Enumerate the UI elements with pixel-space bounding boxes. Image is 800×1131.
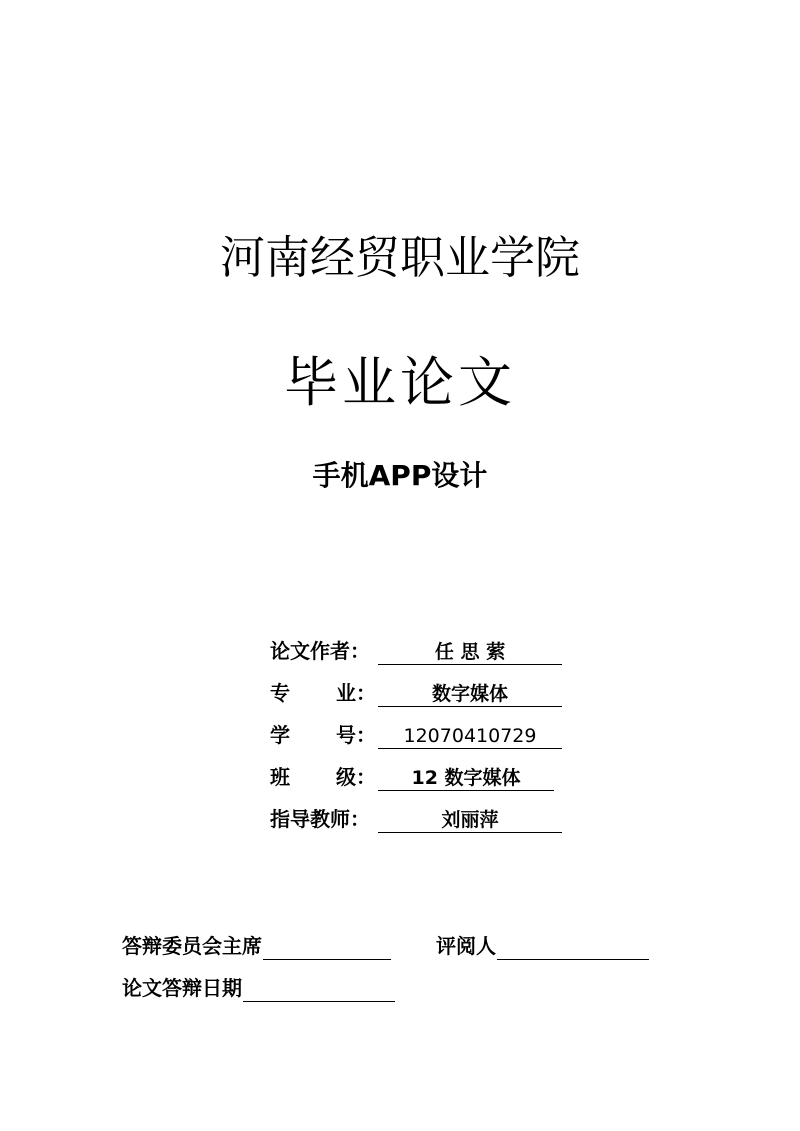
student-id-label-char2: 号： (336, 723, 376, 747)
reviewer-line (497, 937, 649, 960)
info-row-class (270, 762, 590, 804)
major-label-char1: 专 (270, 681, 290, 705)
student-id-underline (378, 720, 562, 749)
major-value: 数字媒体 (431, 683, 508, 705)
advisor-label: 指导教师： (270, 807, 370, 831)
thesis-title: 手机APP设计 (312, 459, 488, 492)
author-underline (378, 636, 562, 665)
class-label-char2: 级： (336, 765, 376, 789)
reviewer-signature (436, 932, 649, 960)
advisor-underline (378, 804, 562, 833)
major-underline (378, 678, 562, 707)
class-value: 12 数字媒体 (411, 767, 521, 789)
document-type-heading: 毕业论文 (284, 351, 516, 414)
author-value: 任 思 萦 (434, 641, 506, 663)
student-id-value: 12070410729 (403, 725, 537, 747)
info-row-major (270, 678, 590, 720)
advisor-value: 刘丽萍 (441, 809, 499, 831)
major-label (270, 678, 376, 708)
info-row-student-id (270, 720, 590, 762)
defense-date-signature (122, 974, 395, 1002)
info-row-author (270, 636, 590, 678)
author-info-block (270, 636, 590, 846)
author-label: 论文作者： (270, 639, 370, 663)
info-row-advisor (270, 804, 590, 846)
college-name: 河南经贸职业学院 (219, 231, 580, 284)
defense-date-label: 论文答辩日期 (122, 976, 242, 1000)
class-underline (378, 762, 554, 791)
student-id-label (270, 720, 376, 750)
committee-chair-signature (122, 932, 391, 960)
committee-chair-line (263, 937, 391, 960)
major-label-char2: 业： (336, 681, 376, 705)
defense-date-line (243, 979, 395, 1002)
student-id-label-char1: 学 (270, 723, 290, 747)
reviewer-label: 评阅人 (436, 934, 496, 958)
class-label-char1: 班 (270, 765, 290, 789)
committee-chair-label: 答辩委员会主席 (122, 934, 262, 958)
class-label (270, 762, 376, 792)
